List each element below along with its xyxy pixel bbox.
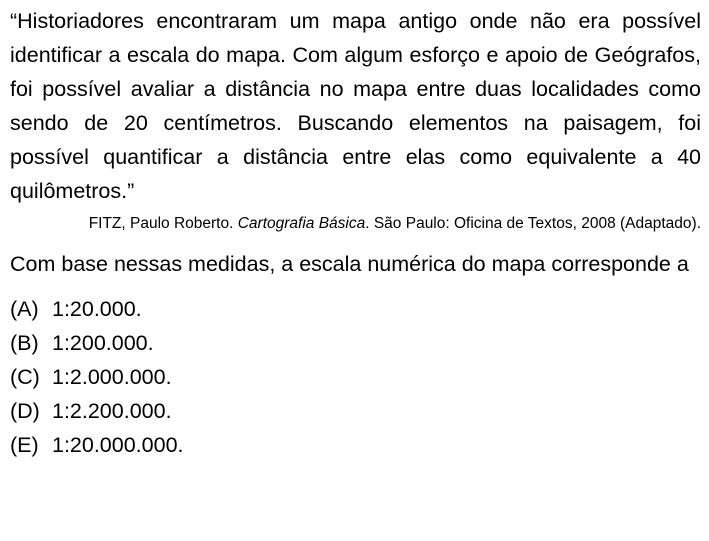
- option-letter: (A): [10, 297, 39, 321]
- option-a[interactable]: [10, 292, 701, 326]
- option-b[interactable]: [10, 326, 701, 360]
- option-letter: (C): [10, 365, 40, 389]
- option-letter: (E): [10, 433, 39, 457]
- option-text: 1:20.000.: [51, 297, 142, 321]
- citation-rest: . São Paulo: Oficina de Textos, 2008 (Adaptado).: [365, 215, 701, 232]
- option-text: 1:200.000.: [51, 331, 154, 355]
- citation-title: Cartografia Básica: [237, 215, 366, 232]
- citation: [10, 211, 701, 237]
- citation-author: FITZ, Paulo Roberto.: [88, 215, 238, 232]
- answer-options: [10, 292, 701, 462]
- option-text: 1:2.000.000.: [51, 365, 172, 389]
- option-letter: (D): [10, 399, 40, 423]
- option-d[interactable]: [10, 394, 701, 428]
- option-e[interactable]: [10, 428, 701, 462]
- option-text: 1:20.000.000.: [51, 433, 184, 457]
- quote-paragraph: “Historiadores encontraram um mapa antigo onde não era possível identificar a escala do mapa. Com algum esforço e apoio de Geógrafos, foi possível avaliar a distância no mapa entre duas localidades como sendo de 20 centímetros. Buscando elementos na paisagem, foi possível quantificar a distância entre elas como equivalente a 40 quilômetros.”: [10, 9, 701, 203]
- question-stem: Com base nessas medidas, a escala numérica do mapa corresponde a: [10, 252, 689, 276]
- option-c[interactable]: [10, 360, 701, 394]
- option-letter: (B): [10, 331, 39, 355]
- option-text: 1:2.200.000.: [51, 399, 172, 423]
